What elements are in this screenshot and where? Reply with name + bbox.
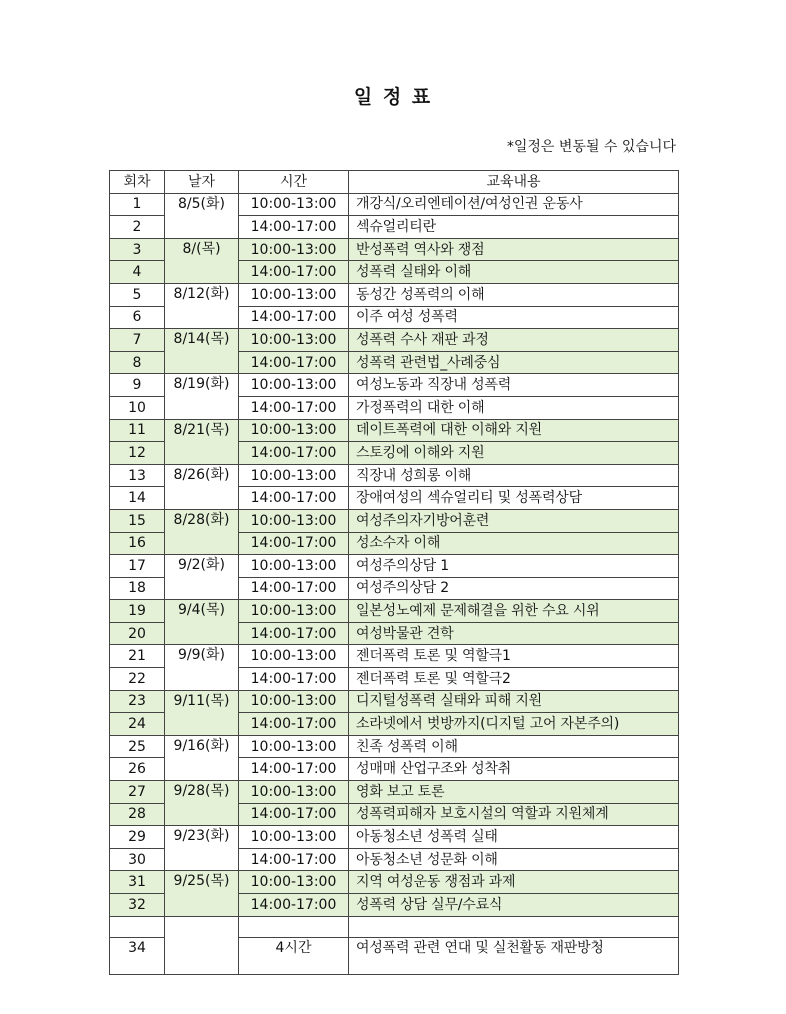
session-content: 여성폭력 관련 연대 및 실천활동 재판방청 [349, 937, 679, 974]
session-time: 10:00-13:00 [239, 193, 349, 216]
session-content: 친족 성폭력 이해 [349, 735, 679, 758]
session-date: 8/12(화) [165, 283, 239, 328]
session-number: 15 [110, 509, 165, 532]
session-content: 데이트폭력에 대한 이해와 지원 [349, 419, 679, 442]
session-number: 26 [110, 758, 165, 781]
table-row [110, 690, 679, 713]
session-content: 스토킹에 이해와 지원 [349, 442, 679, 465]
session-number: 30 [110, 848, 165, 871]
header-date: 날자 [165, 171, 239, 194]
session-content: 이주 여성 성폭력 [349, 306, 679, 329]
session-number: 19 [110, 600, 165, 623]
page-title: 일 정 표 [353, 86, 433, 108]
session-number: 14 [110, 487, 165, 510]
session-number: 12 [110, 442, 165, 465]
header-time: 시간 [239, 171, 349, 194]
session-time: 14:00-17:00 [239, 848, 349, 871]
session-number: 16 [110, 532, 165, 555]
session-number: 9 [110, 374, 165, 397]
session-number: 25 [110, 735, 165, 758]
session-date: 9/9(화) [165, 645, 239, 690]
session-number: 5 [110, 283, 165, 306]
session-number: 17 [110, 555, 165, 578]
session-number: 18 [110, 577, 165, 600]
session-content: 여성노동과 직장내 성폭력 [349, 374, 679, 397]
session-number: 3 [110, 238, 165, 261]
table-row [110, 600, 679, 623]
session-content: 영화 보고 토론 [349, 781, 679, 804]
table-row [110, 555, 679, 578]
table-row [110, 238, 679, 261]
session-date: 8/(목) [165, 238, 239, 283]
session-content: 성소수자 이해 [349, 532, 679, 555]
session-content: 지역 여성운동 쟁점과 과제 [349, 871, 679, 894]
session-time: 10:00-13:00 [239, 735, 349, 758]
session-time: 14:00-17:00 [239, 442, 349, 465]
session-number: 8 [110, 351, 165, 374]
session-time: 14:00-17:00 [239, 713, 349, 736]
session-time: 14:00-17:00 [239, 894, 349, 917]
session-content: 섹슈얼리티란 [349, 216, 679, 239]
session-number: 31 [110, 871, 165, 894]
session-content: 아동청소년 성폭력 실태 [349, 826, 679, 849]
session-time: 10:00-13:00 [239, 419, 349, 442]
session-time: 14:00-17:00 [239, 306, 349, 329]
session-date: 8/14(목) [165, 329, 239, 374]
session-content: 성폭력 수사 재판 과정 [349, 329, 679, 352]
session-date: 9/28(목) [165, 781, 239, 826]
session-content: 디지털성폭력 실태와 피해 지원 [349, 690, 679, 713]
session-time: 4시간 [239, 937, 349, 974]
session-time: 14:00-17:00 [239, 216, 349, 239]
session-content: 장애여성의 섹슈얼리티 및 성폭력상담 [349, 487, 679, 510]
table-row [110, 464, 679, 487]
session-number: 27 [110, 781, 165, 804]
session-content: 젠더폭력 토론 및 역할극2 [349, 668, 679, 691]
session-time: 10:00-13:00 [239, 555, 349, 578]
session-content: 성폭력 상담 실무/수료식 [349, 894, 679, 917]
session-date: 8/5(화) [165, 193, 239, 238]
session-content: 개강식/오리엔테이션/여성인권 운동사 [349, 193, 679, 216]
table-row [110, 871, 679, 894]
session-content: 아동청소년 성문화 이해 [349, 848, 679, 871]
session-time: 10:00-13:00 [239, 645, 349, 668]
session-time: 14:00-17:00 [239, 803, 349, 826]
table-row-empty [110, 916, 679, 937]
session-number: 10 [110, 396, 165, 419]
session-date: 8/19(화) [165, 374, 239, 419]
header-content: 교육내용 [349, 171, 679, 194]
session-content: 성폭력 관련법_사례중심 [349, 351, 679, 374]
table-row [110, 735, 679, 758]
session-time: 14:00-17:00 [239, 487, 349, 510]
session-content: 일본성노예제 문제해결을 위한 수요 시위 [349, 600, 679, 623]
table-row [110, 283, 679, 306]
session-time: 10:00-13:00 [239, 374, 349, 397]
schedule-body [110, 193, 679, 974]
session-number: 1 [110, 193, 165, 216]
session-number: 6 [110, 306, 165, 329]
session-content: 여성주의상담 2 [349, 577, 679, 600]
session-content: 가정폭력의 대한 이해 [349, 396, 679, 419]
session-number: 34 [110, 937, 165, 974]
session-time: 14:00-17:00 [239, 577, 349, 600]
session-content: 직장내 성희롱 이해 [349, 464, 679, 487]
session-time: 14:00-17:00 [239, 532, 349, 555]
session-content: 반성폭력 역사와 쟁점 [349, 238, 679, 261]
session-date: 9/4(목) [165, 600, 239, 645]
table-row [110, 329, 679, 352]
session-time: 10:00-13:00 [239, 509, 349, 532]
session-time: 10:00-13:00 [239, 826, 349, 849]
session-number: 22 [110, 668, 165, 691]
table-row [110, 826, 679, 849]
session-number: 11 [110, 419, 165, 442]
schedule-table [109, 170, 679, 975]
session-number: 7 [110, 329, 165, 352]
session-number [110, 916, 165, 937]
session-number: 24 [110, 713, 165, 736]
table-row [110, 781, 679, 804]
session-content: 여성박물관 견학 [349, 622, 679, 645]
session-date: 9/11(목) [165, 690, 239, 735]
session-time: 10:00-13:00 [239, 871, 349, 894]
session-number: 2 [110, 216, 165, 239]
session-number: 32 [110, 894, 165, 917]
session-date: 8/21(목) [165, 419, 239, 464]
session-time: 10:00-13:00 [239, 690, 349, 713]
session-time: 14:00-17:00 [239, 758, 349, 781]
session-time: 14:00-17:00 [239, 351, 349, 374]
session-content: 여성주의자기방어훈련 [349, 509, 679, 532]
session-content: 성폭력 실태와 이해 [349, 261, 679, 284]
session-number: 29 [110, 826, 165, 849]
session-number: 23 [110, 690, 165, 713]
table-row [110, 193, 679, 216]
table-row [110, 509, 679, 532]
session-content: 동성간 성폭력의 이해 [349, 283, 679, 306]
session-number: 20 [110, 622, 165, 645]
session-content: 성폭력피해자 보호시설의 역할과 지원체계 [349, 803, 679, 826]
table-row [110, 374, 679, 397]
session-content: 성매매 산업구조와 성착취 [349, 758, 679, 781]
session-number: 28 [110, 803, 165, 826]
session-content: 여성주의상담 1 [349, 555, 679, 578]
session-time: 14:00-17:00 [239, 396, 349, 419]
session-content: 소라넷에서 벗방까지(디지털 고어 자본주의) [349, 713, 679, 736]
session-number: 21 [110, 645, 165, 668]
session-time: 14:00-17:00 [239, 668, 349, 691]
schedule-change-note: *일정은 변동될 수 있습니다 [506, 139, 676, 155]
table-row [110, 645, 679, 668]
session-time: 10:00-13:00 [239, 600, 349, 623]
session-date: 8/26(화) [165, 464, 239, 509]
session-time: 10:00-13:00 [239, 329, 349, 352]
session-time [239, 916, 349, 937]
session-content: 젠더폭력 토론 및 역할극1 [349, 645, 679, 668]
session-date: 9/23(화) [165, 826, 239, 871]
session-date [165, 916, 239, 974]
session-time: 10:00-13:00 [239, 238, 349, 261]
session-time: 10:00-13:00 [239, 283, 349, 306]
session-date: 8/28(화) [165, 509, 239, 554]
session-time: 10:00-13:00 [239, 781, 349, 804]
session-number: 4 [110, 261, 165, 284]
session-number: 13 [110, 464, 165, 487]
session-date: 9/2(화) [165, 555, 239, 600]
session-time: 14:00-17:00 [239, 622, 349, 645]
table-header-row [110, 171, 679, 194]
session-time: 14:00-17:00 [239, 261, 349, 284]
table-row [110, 419, 679, 442]
session-date: 9/25(목) [165, 871, 239, 916]
session-time: 10:00-13:00 [239, 464, 349, 487]
header-session-no: 회차 [110, 171, 165, 194]
session-date: 9/16(화) [165, 735, 239, 780]
session-content [349, 916, 679, 937]
